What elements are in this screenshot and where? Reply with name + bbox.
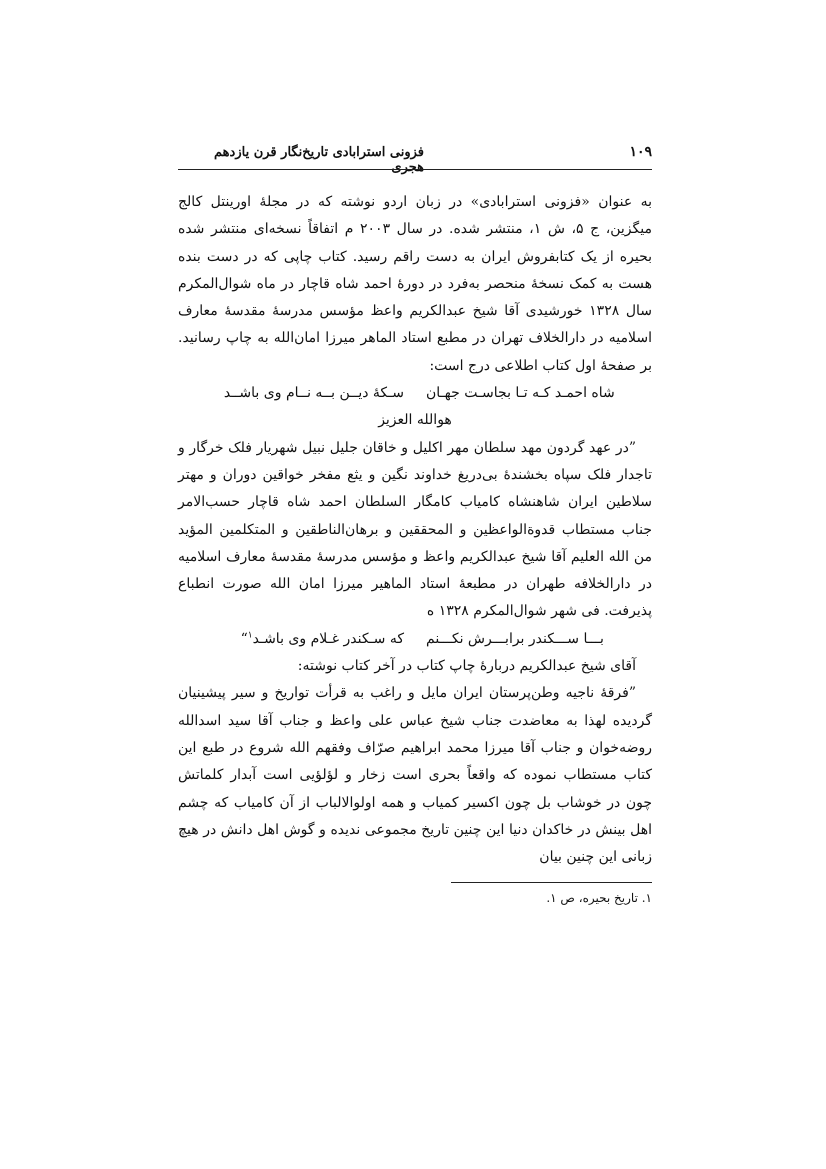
page-number: ۱۰۹	[629, 144, 652, 160]
running-title: فزونی استرابادی تاریخ‌نگار قرن یازدهم هجری	[214, 145, 424, 175]
running-header	[178, 143, 652, 175]
verse-2-closing-quote: “	[240, 630, 248, 647]
footnote-rule	[451, 882, 652, 883]
verse-2-second-hemistich-wrap	[214, 626, 404, 653]
paragraph-1: به عنوان «فزونی استرابادی» در زبان اردو نوشته که در مجلهٔ اورینتل کالج میگزین، ج ۵، ش ۱، منتشر شده. در سال ۲۰۰۳ م اتفاقاً نسخه‌ای منتشر شده بحیره از یک کتابفروش ایران به دست راقم رسید. کتاب چاپی که در دست بنده هست به کمک نسخهٔ منحصر به‌فرد در دورهٔ احمد شاه قاچار در ماه شوال‌المکرم سال ۱۳۲۸ خورشیدی آقا شیخ عبدالکریم واعظ مؤسس مدرسهٔ مقدسهٔ معارف اسلامیه در دارالخلاف تهران در مطبع استاد الماهر میرزا امان‌الله به چاپ رسانید. بر صفحهٔ اول کتاب اطلاعی درج است:	[178, 194, 652, 374]
verse-2-second-hemistich: که سـکندر غـلام وی باشـد	[252, 630, 404, 647]
verse-1-first-hemistich: شاه احمـد کـه تـا بجاسـت جهـان	[426, 385, 615, 402]
verse-1-second-hemistich: سـکهٔ دیــن بــه نــام وی باشــد	[223, 385, 404, 402]
header-rule	[178, 169, 652, 170]
paragraph-3: آقای شیخ عبدالکریم دربارهٔ چاپ کتاب در آخر کتاب نوشته:	[297, 658, 636, 675]
paragraph-2-quote: ”در عهد گردون مهد سلطان مهر اکلیل و خاقان جلیل نبیل شهریار فلک خرگار و تاجدار فلک سپاه بخشندهٔ بی‌دریغ خداوند نگین و یثع مفخر خواقین دوران و مهتر سلاطین ایران شاهنشاه کامیاب کامگار السلطان احمد شاه قاچار حسب‌الامر جناب مستطاب قدوةالواعظین و المحققین و برهان‌الناطقین و المتکلمین المؤید من الله العلیم آقا شیخ عبدالکریم واعظ و مؤسس مدرسهٔ مقدسهٔ معارف اسلامیه در دارالخلافه طهران در مطبعهٔ استاد الماهیر میرزا امان الله صورت انطباع پذیرفت. فی شهر شوال‌المکرم ۱۳۲۸ ه	[178, 439, 653, 620]
invocation: هوالله العزیز	[378, 412, 452, 429]
verse-1	[178, 380, 652, 407]
body-text	[178, 189, 652, 871]
paragraph-4-quote: ”فرقهٔ ناجیه وطن‌پرستان ایران مایل و راغب به قرأت تواریخ و سیر پیشینیان گردیده لهذا به معاضدت جناب شیخ عباس علی واعظ و جناب آقا سید اسدالله روضه‌خوان و جناب آقا میرزا محمد ابراهیم صرّاف وفقهم الله شروع در طبع این کتاب مستطاب نموده که واقعاً بحری است زخار و لؤلؤیی است آبدار کلماتش چون در خوشاب بل چون اکسیر کمیاب و همه اولوالالباب از آن کامیاب که چشم اهل بینش در خاکدان دنیا این چنین تاریخ مجموعی ندیده و گوش اهل دانش در هیچ زبانی این چنین بیان	[178, 685, 652, 866]
verse-2-first-hemistich: بـــا ســـکندر برابـــرش نکـــنم	[426, 630, 604, 647]
footnote-reference-1: ۱	[247, 630, 253, 641]
footnote-1: ۱. تاریخ بحیره، ص ۱.	[546, 891, 652, 905]
verse-2	[178, 626, 652, 653]
